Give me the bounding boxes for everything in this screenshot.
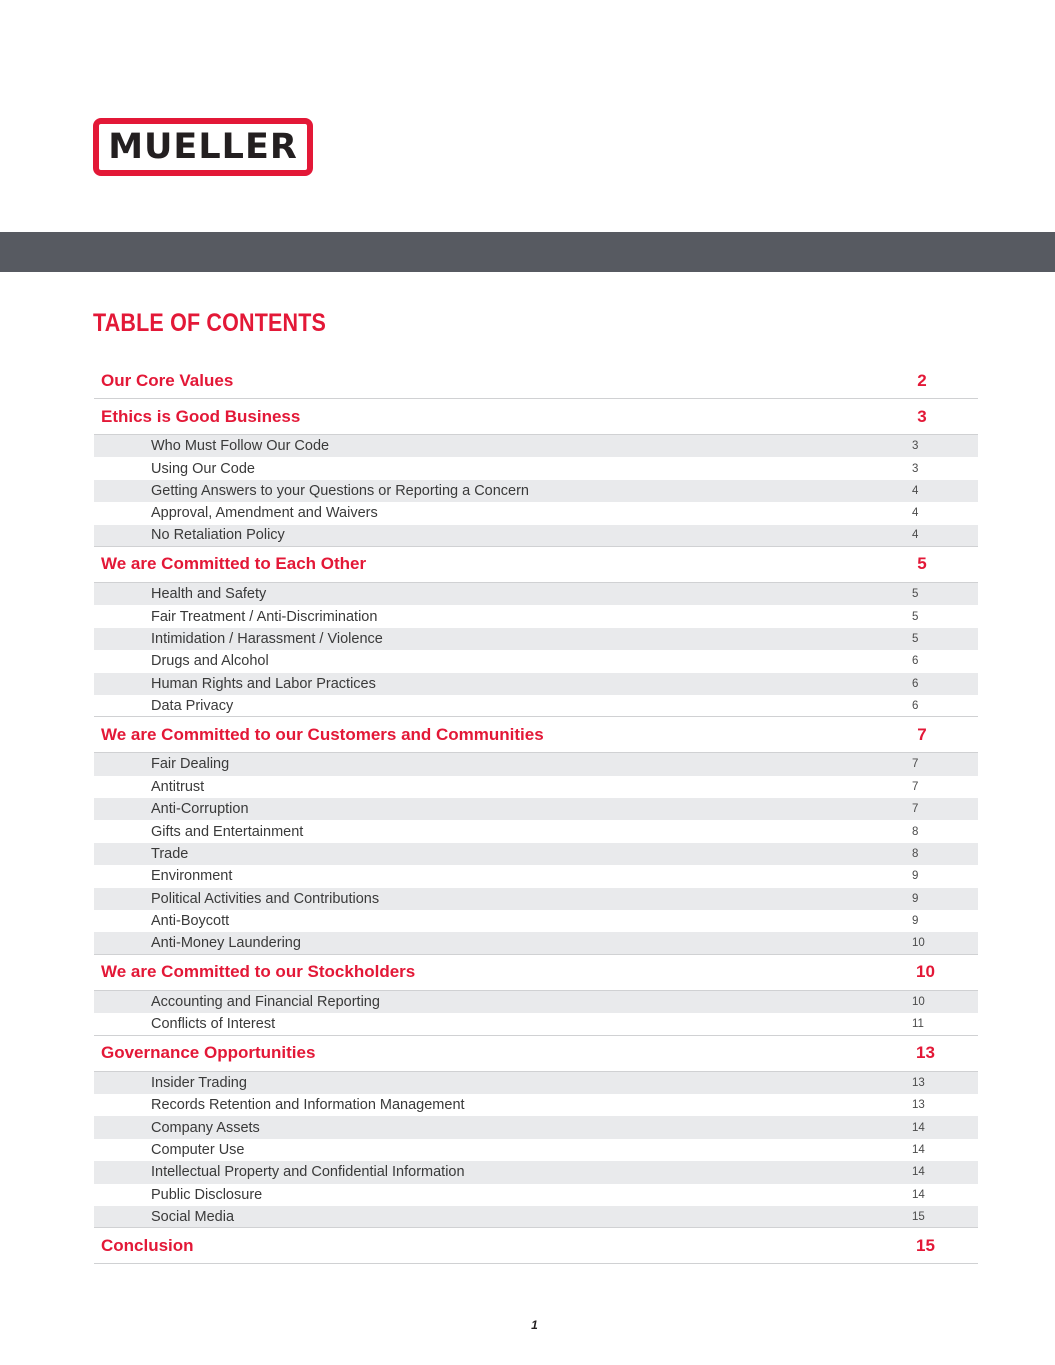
section-title: Conclusion bbox=[101, 1235, 194, 1255]
entry-page-number: 9 bbox=[912, 892, 919, 905]
toc-entry-row[interactable] bbox=[94, 910, 978, 932]
entry-title: Records Retention and Information Management bbox=[151, 1097, 465, 1114]
table-of-contents bbox=[94, 363, 978, 1264]
section-page-number: 7 bbox=[917, 724, 927, 744]
section-entries bbox=[94, 583, 978, 717]
toc-entry-row[interactable] bbox=[94, 865, 978, 887]
toc-entry-row[interactable] bbox=[94, 1116, 978, 1138]
toc-entry-row[interactable] bbox=[94, 820, 978, 842]
toc-entry-row[interactable] bbox=[94, 843, 978, 865]
section-page-number: 3 bbox=[917, 406, 927, 426]
entry-page-number: 5 bbox=[912, 632, 919, 645]
toc-entry-row[interactable] bbox=[94, 932, 978, 954]
entry-page-number: 14 bbox=[912, 1143, 925, 1156]
entry-title: Who Must Follow Our Code bbox=[151, 438, 330, 455]
toc-entry-row[interactable] bbox=[94, 1139, 978, 1161]
entry-page-number: 14 bbox=[912, 1166, 925, 1179]
entry-page-number: 5 bbox=[912, 588, 919, 601]
entry-title: Conflicts of Interest bbox=[151, 1015, 276, 1032]
entry-title: Computer Use bbox=[151, 1141, 245, 1158]
entry-page-number: 8 bbox=[912, 848, 919, 861]
entry-page-number: 14 bbox=[912, 1121, 925, 1134]
entry-title: Drugs and Alcohol bbox=[151, 653, 269, 670]
entry-page-number: 3 bbox=[912, 462, 919, 475]
section-entries bbox=[94, 1072, 978, 1229]
entry-page-number: 6 bbox=[912, 677, 919, 690]
toc-entry-row[interactable] bbox=[94, 1184, 978, 1206]
entry-page-number: 9 bbox=[912, 870, 919, 883]
section-entries bbox=[94, 991, 978, 1036]
toc-entry-row[interactable] bbox=[94, 525, 978, 547]
section-title: Governance Opportunities bbox=[101, 1043, 316, 1063]
toc-entry-row[interactable] bbox=[94, 650, 978, 672]
entry-title: Gifts and Entertainment bbox=[151, 823, 304, 840]
entry-page-number: 4 bbox=[912, 529, 919, 542]
toc-section-row[interactable] bbox=[94, 1228, 978, 1264]
toc-entry-row[interactable] bbox=[94, 776, 978, 798]
entry-title: Intellectual Property and Confidential Information bbox=[151, 1164, 465, 1181]
section-entries bbox=[94, 753, 978, 955]
entry-page-number: 7 bbox=[912, 803, 919, 816]
toc-entry-row[interactable] bbox=[94, 991, 978, 1013]
toc-entry-row[interactable] bbox=[94, 673, 978, 695]
section-title: We are Committed to Each Other bbox=[101, 554, 367, 574]
section-page-number: 10 bbox=[916, 962, 935, 982]
toc-entry-row[interactable] bbox=[94, 1094, 978, 1116]
entry-title: Accounting and Financial Reporting bbox=[151, 994, 380, 1010]
entry-page-number: 7 bbox=[912, 780, 919, 793]
entry-title: Anti-Corruption bbox=[151, 801, 249, 818]
entry-page-number: 6 bbox=[912, 655, 919, 668]
entry-title: Anti-Money Laundering bbox=[151, 935, 301, 952]
toc-section-row[interactable] bbox=[94, 363, 978, 399]
section-title: Our Core Values bbox=[101, 370, 234, 390]
entry-title: Social Media bbox=[151, 1208, 235, 1225]
section-title: Ethics is Good Business bbox=[101, 406, 301, 426]
logo-text: MUELLER bbox=[108, 126, 298, 167]
entry-title: Intimidation / Harassment / Violence bbox=[151, 630, 383, 647]
toc-entry-row[interactable] bbox=[94, 753, 978, 775]
section-page-number: 2 bbox=[917, 370, 927, 390]
toc-entry-row[interactable] bbox=[94, 1161, 978, 1183]
toc-section-row[interactable] bbox=[94, 955, 978, 991]
toc-entry-row[interactable] bbox=[94, 605, 978, 627]
entry-title: Fair Dealing bbox=[151, 756, 230, 773]
entry-title: Trade bbox=[151, 846, 189, 863]
entry-title: Anti-Boycott bbox=[151, 913, 230, 930]
toc-title: TABLE OF CONTENTS bbox=[93, 309, 327, 337]
toc-entry-row[interactable] bbox=[94, 480, 978, 502]
section-page-number: 13 bbox=[916, 1043, 935, 1063]
entry-page-number: 7 bbox=[912, 758, 919, 771]
toc-section-row[interactable] bbox=[94, 717, 978, 753]
entry-title: Political Activities and Contributions bbox=[151, 890, 380, 907]
section-entries bbox=[94, 435, 978, 547]
toc-entry-row[interactable] bbox=[94, 457, 978, 479]
toc-entry-row[interactable] bbox=[94, 798, 978, 820]
entry-title: No Retaliation Policy bbox=[151, 527, 285, 544]
entry-page-number: 10 bbox=[912, 996, 925, 1008]
toc-entry-row[interactable] bbox=[94, 1013, 978, 1035]
entry-page-number: 13 bbox=[912, 1099, 925, 1112]
entry-title: Insider Trading bbox=[151, 1074, 247, 1091]
entry-title: Using Our Code bbox=[151, 460, 255, 477]
toc-entry-row[interactable] bbox=[94, 888, 978, 910]
toc-entry-row[interactable] bbox=[94, 628, 978, 650]
header-band bbox=[0, 232, 1055, 272]
entry-page-number: 5 bbox=[912, 610, 919, 623]
entry-page-number: 13 bbox=[912, 1076, 925, 1089]
mueller-logo bbox=[93, 118, 313, 176]
toc-section-row[interactable] bbox=[94, 399, 978, 435]
section-title: We are Committed to our Stockholders bbox=[101, 962, 416, 982]
entry-title: Data Privacy bbox=[151, 697, 234, 714]
entry-title: Approval, Amendment and Waivers bbox=[151, 505, 378, 522]
page-number: 1 bbox=[531, 1318, 538, 1332]
entry-title: Company Assets bbox=[151, 1119, 260, 1136]
entry-title: Environment bbox=[151, 868, 233, 885]
section-title: We are Committed to our Customers and Communities bbox=[101, 724, 544, 744]
entry-title: Public Disclosure bbox=[151, 1186, 263, 1203]
toc-entry-row[interactable] bbox=[94, 1072, 978, 1094]
entry-page-number: 4 bbox=[912, 507, 919, 520]
toc-section-row[interactable] bbox=[94, 1036, 978, 1072]
entry-page-number: 3 bbox=[912, 440, 919, 453]
entry-page-number: 4 bbox=[912, 484, 919, 497]
toc-entry-row[interactable] bbox=[94, 695, 978, 717]
toc-entry-row[interactable] bbox=[94, 435, 978, 457]
section-page-number: 5 bbox=[917, 554, 927, 574]
entry-title: Fair Treatment / Anti-Discrimination bbox=[151, 608, 378, 625]
toc-entry-row[interactable] bbox=[94, 502, 978, 524]
entry-title: Human Rights and Labor Practices bbox=[151, 675, 376, 692]
entry-page-number: 14 bbox=[912, 1188, 925, 1201]
entry-page-number: 10 bbox=[912, 937, 925, 950]
entry-page-number: 11 bbox=[912, 1017, 924, 1030]
entry-page-number: 6 bbox=[912, 699, 919, 712]
toc-entry-row[interactable] bbox=[94, 1206, 978, 1228]
entry-title: Antitrust bbox=[151, 778, 205, 795]
entry-page-number: 8 bbox=[912, 825, 919, 838]
entry-page-number: 15 bbox=[912, 1210, 925, 1223]
toc-entry-row[interactable] bbox=[94, 583, 978, 605]
toc-section-row[interactable] bbox=[94, 547, 978, 583]
entry-page-number: 9 bbox=[912, 915, 919, 928]
section-page-number: 15 bbox=[916, 1235, 935, 1255]
entry-title: Health and Safety bbox=[151, 586, 267, 603]
entry-title: Getting Answers to your Questions or Reporting a Concern bbox=[151, 482, 529, 499]
